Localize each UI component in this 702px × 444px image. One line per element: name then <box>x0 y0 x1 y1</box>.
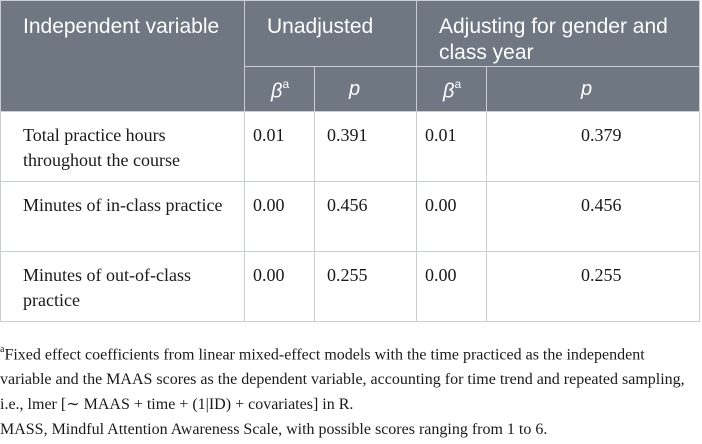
header-row-top <box>1 1 700 67</box>
beta-footnote-marker: a <box>282 77 290 92</box>
header-unadjusted: Unadjusted <box>245 1 417 67</box>
table-row <box>1 112 700 182</box>
footnote-a-marker: a <box>0 344 5 355</box>
cell-variable: Minutes of in-class practice <box>1 182 245 252</box>
beta-symbol: β <box>443 80 455 103</box>
cell-variable: Total practice hours throughout the course <box>1 112 245 182</box>
table-row <box>1 252 700 322</box>
header-beta-unadjusted <box>245 67 315 112</box>
cell-p-unadjusted: 0.255 <box>315 252 417 322</box>
footnote-maas: MASS, Mindful Attention Awareness Scale, with possible scores ranging from 1 to 6. <box>0 421 548 439</box>
header-p-unadjusted: p <box>315 67 417 112</box>
footnote-a-text: Fixed effect coefficients from linear mixed-effect models with the time practiced as the independent variable and the MAAS scores as the dependent variable, accounting for time trend and repeated sampling, i.e., lmer [∼ MAAS + time + (1|ID) + covariates] in R. <box>0 346 685 414</box>
cell-beta-unadjusted: 0.01 <box>245 112 315 182</box>
cell-p-adjusted: 0.379 <box>487 112 700 182</box>
cell-p-unadjusted: 0.391 <box>315 112 417 182</box>
header-independent-variable: Independent variable <box>1 1 245 112</box>
cell-p-unadjusted: 0.456 <box>315 182 417 252</box>
cell-beta-unadjusted: 0.00 <box>245 252 315 322</box>
cell-beta-unadjusted: 0.00 <box>245 182 315 252</box>
table-row <box>1 182 700 252</box>
cell-beta-adjusted: 0.01 <box>417 112 487 182</box>
cell-beta-adjusted: 0.00 <box>417 182 487 252</box>
beta-footnote-marker: a <box>454 77 462 92</box>
cell-variable: Minutes of out-of-class practice <box>1 252 245 322</box>
cell-p-adjusted: 0.456 <box>487 182 700 252</box>
footnote-a <box>0 338 700 417</box>
beta-symbol: β <box>271 80 283 103</box>
cell-p-adjusted: 0.255 <box>487 252 700 322</box>
cell-beta-adjusted: 0.00 <box>417 252 487 322</box>
header-beta-adjusted <box>417 67 487 112</box>
header-p-adjusted: p <box>487 67 700 112</box>
table-footnotes <box>0 338 700 442</box>
header-adjusted: Adjusting for gender and class year <box>417 1 700 67</box>
